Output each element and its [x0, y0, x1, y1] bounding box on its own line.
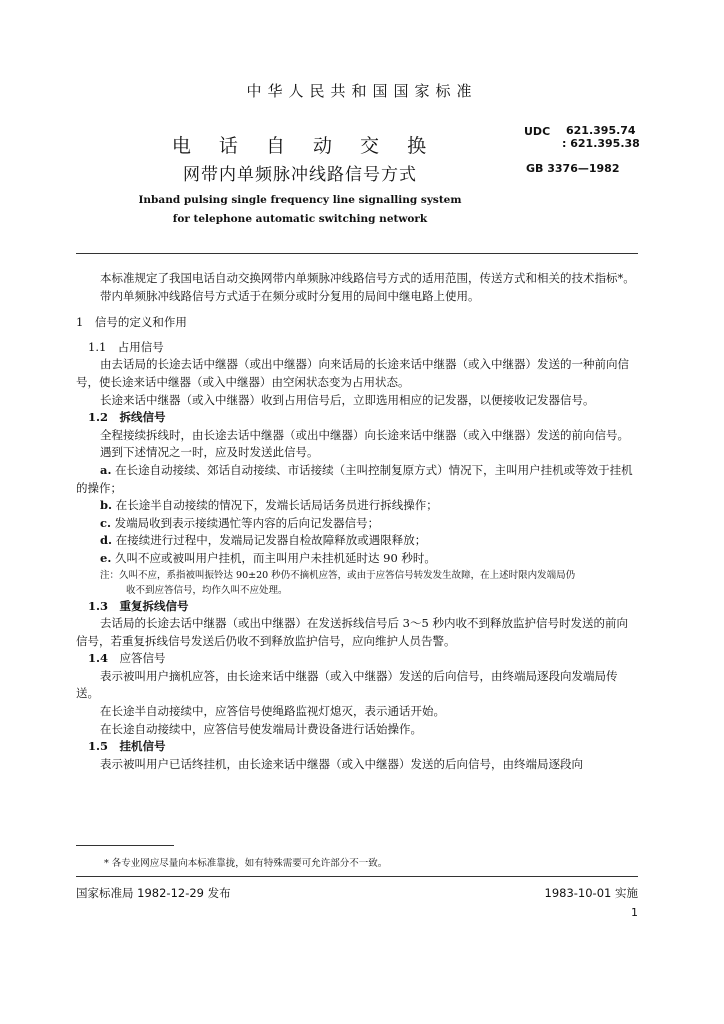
paragraph: 由去话局的长途去话中继器（或出中继器）向来话局的长途来话中继器（或入中继器）发送的一种前向信号，使长途来话中继器（或入中继器）由空闲状态变为占用状态。 — [76, 357, 629, 389]
header-divider — [76, 253, 638, 254]
standard-title: 中华人民共和国国家标准 — [246, 82, 478, 100]
gb-code: GB 3376—1982 — [526, 162, 620, 175]
page-number: 1 — [631, 906, 638, 919]
intro-paragraph-2: 带内单频脉冲线路信号方式适于在频分或时分复用的局间中继电路上使用。 — [100, 288, 480, 303]
list-text: 在长途自动接续、郊话自动接续、市话接续（主叫控制复原方式）情况下，主叫用户挂机或等效于挂机的操作； — [76, 462, 633, 495]
list-marker: c. — [100, 515, 112, 530]
section-number: 1.2 — [88, 410, 109, 425]
document-body — [76, 270, 638, 773]
footnote: * 各专业网应尽量向本标准靠拢，如有特殊需要可允许部分不一致。 — [104, 858, 388, 869]
list-text: 久叫不应或被叫用户挂机，而主叫用户未挂机延时达 90 秒时。 — [114, 550, 436, 565]
udc-code-1: 621.395.74 — [566, 124, 636, 137]
paragraph: 去话局的长途去话中继器（或出中继器）在发送拆线信号后 3～5 秒内收不到释放监护信号时发送的前向信号，若重复拆线信号发送后仍收不到释放监护信号，应向维护人员告警。 — [76, 616, 628, 648]
section-title: 占用信号 — [117, 339, 164, 354]
list-marker: a. — [100, 462, 112, 477]
list-marker: e. — [100, 550, 112, 565]
list-text: 发端局收到表示接续遇忙等内容的后向记发器信号； — [114, 515, 380, 530]
section-1-2-heading — [76, 409, 638, 427]
footnote-divider — [76, 845, 174, 846]
section-number: 1.3 — [88, 598, 109, 613]
footer-divider — [76, 876, 638, 877]
paragraph: 在长途半自动接续中，应答信号使绳路监视灯熄灭，表示通话开始。 — [100, 704, 445, 719]
issue-date: 国家标准局 1982-12-29 发布 — [76, 886, 231, 900]
document-title-line2: 网带内单频脉冲线路信号方式 — [183, 165, 417, 185]
section-1-4-heading — [76, 650, 638, 668]
section-title: 挂机信号 — [119, 739, 166, 754]
list-item — [76, 497, 638, 515]
list-marker: d. — [100, 533, 113, 548]
section-title: 应答信号 — [119, 651, 166, 666]
list-item — [76, 515, 638, 533]
section-title: 拆线信号 — [119, 410, 166, 425]
section-1-3-heading — [76, 598, 638, 616]
list-item — [76, 462, 638, 497]
document-title-line1: 电 话 自 动 交 换 — [171, 135, 429, 157]
list-text: 在接续进行过程中，发端局记发器自检故障释放或遇限释放； — [115, 533, 427, 548]
paragraph: 在长途自动接续中，应答信号使发端局计费设备进行话始操作。 — [100, 721, 422, 736]
section-1-1-heading — [76, 339, 638, 357]
paragraph: 遇到下述情况之一时，应及时发送此信号。 — [100, 445, 319, 460]
section-number: 1.4 — [88, 651, 109, 666]
section-1-5-heading — [76, 738, 638, 756]
paragraph: 全程接续拆线时，由长途去话中继器（或出中继器）向长途来话中继器（或入中继器）发送的前向信号。 — [100, 427, 629, 442]
note-line-1: 注：久叫不应，系指被叫振铃达 90±20 秒仍不摘机应答，或由于应答信号转发发生故障，在上述时限内发端局仍 — [100, 569, 576, 581]
udc-label: UDC — [524, 125, 551, 138]
english-title-line2: for telephone automatic switching network — [172, 213, 428, 225]
section-number: 1.5 — [88, 739, 109, 754]
paragraph: 表示被叫用户已话终挂机，由长途来话中继器（或入中继器）发送的后向信号，由终端局逐段向 — [100, 756, 583, 771]
list-item — [76, 550, 638, 568]
udc-code-2: : 621.395.38 — [562, 137, 640, 150]
paragraph: 长途来话中继器（或入中继器）收到占用信号后，立即选用相应的记发器，以便接收记发器信号。 — [100, 392, 595, 407]
list-marker: b. — [100, 498, 113, 513]
intro-paragraph-1: 本标准规定了我国电话自动交换网带内单频脉冲线路信号方式的适用范围，传送方式和相关的技术指标*。 — [100, 271, 635, 285]
note-line-2: 收不到应答信号，均作久叫不应处理。 — [126, 584, 288, 596]
paragraph: 表示被叫用户摘机应答，由长途来话中继器（或入中继器）发送的后向信号，由终端局逐段向发端局传送。 — [76, 668, 618, 701]
section-number: 1.1 — [88, 339, 107, 354]
english-title-line1: Inband pulsing single frequency line signalling system — [138, 194, 462, 206]
list-item — [76, 532, 638, 550]
list-text: 在长途半自动接续的情况下，发端长话局话务员进行拆线操作； — [115, 498, 438, 513]
section-title: 重复拆线信号 — [119, 598, 189, 613]
section-1-heading: 1 信号的定义和作用 — [76, 315, 187, 330]
implementation-date: 1983-10-01 实施 — [544, 886, 638, 900]
